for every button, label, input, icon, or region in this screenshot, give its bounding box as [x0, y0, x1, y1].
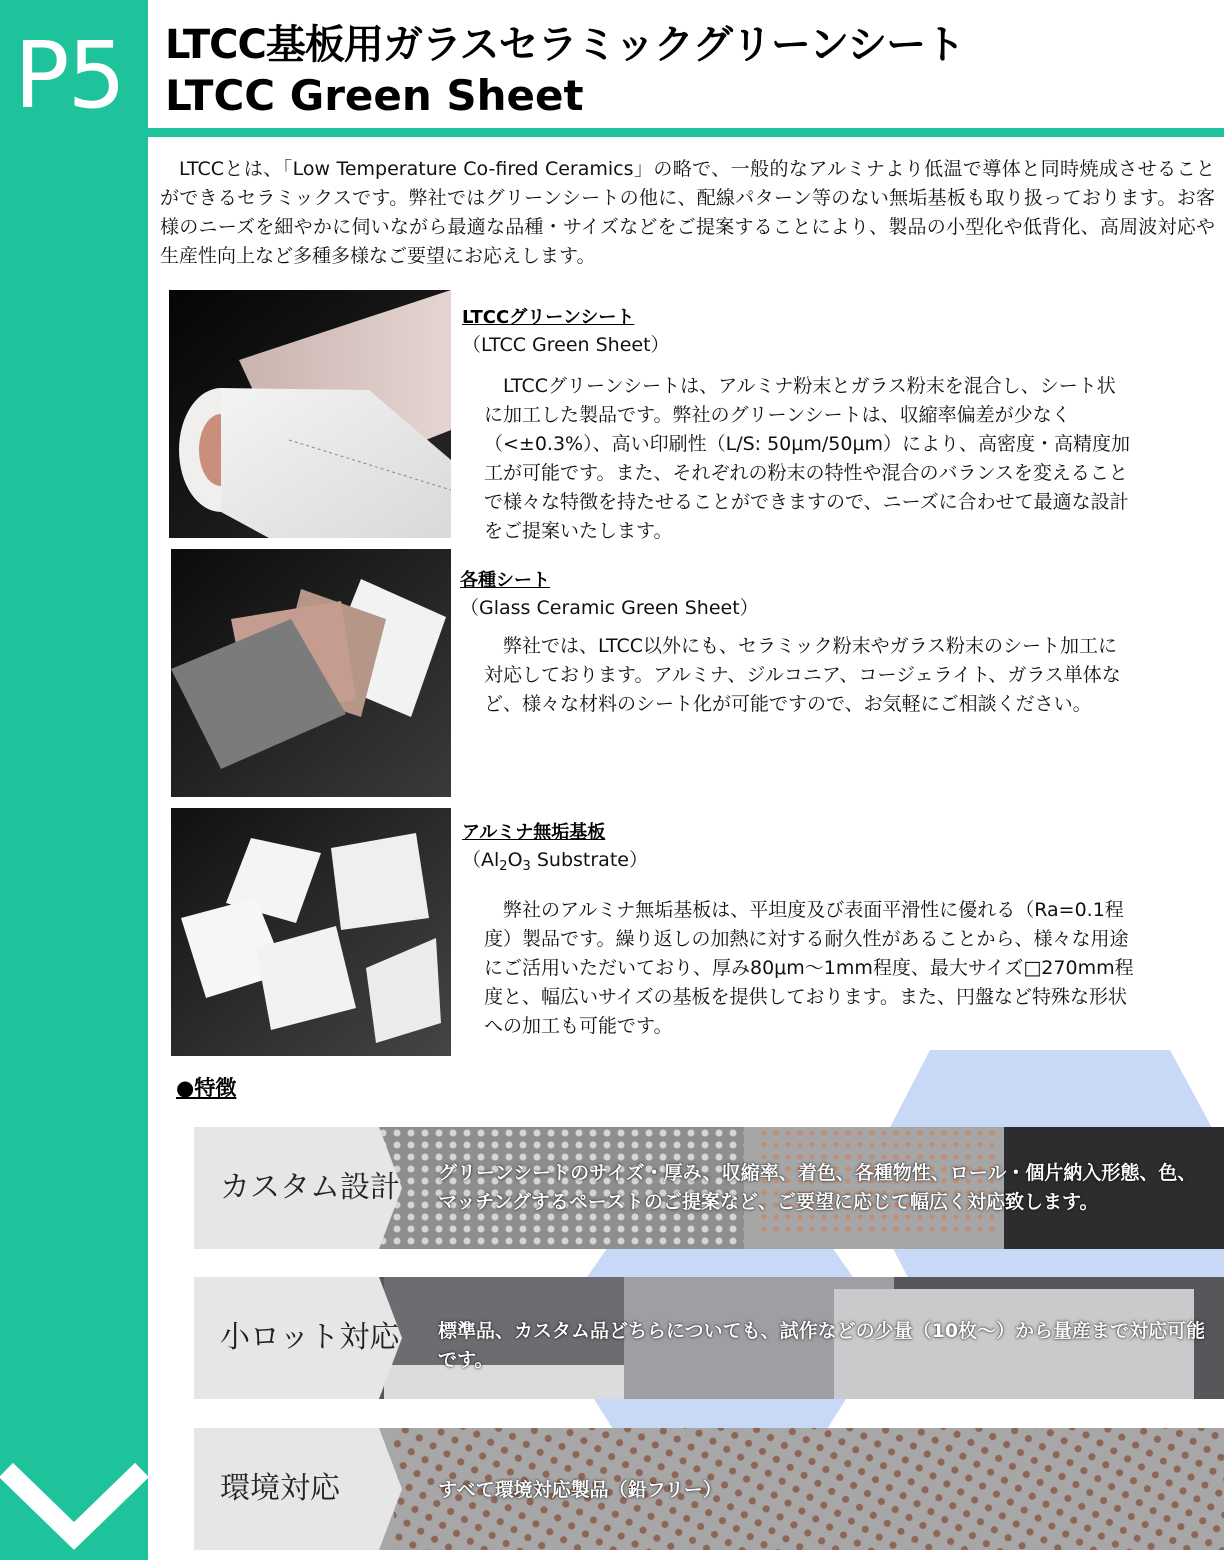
- feature-text-small-lot: 標準品、カスタム品どちらについても、試作などの少量（10枚～）から量産まで対応可能です。: [438, 1320, 1206, 1371]
- product-title-ltcc: LTCCグリーンシート: [462, 307, 635, 328]
- page-number: P5: [14, 22, 125, 129]
- feature-row-custom: [194, 1127, 1224, 1249]
- feature-label-custom: カスタム設計: [220, 1170, 400, 1205]
- subscript-3: 3: [522, 859, 531, 874]
- feature-label-small-lot: 小ロット対応: [220, 1320, 400, 1355]
- intro-paragraph: LTCCとは、「Low Temperature Co-fired Ceramics」の略で、一般的なアルミナより低温で導体と同時焼成させることができるセラミックスです。弊社ではグリーンシートの他に、配線パターン等のない無垢基板も取り扱っております。お客様のニーズを細やかに伺いながら最適な品種・サイズなどをご提案することにより、製品の小型化や低背化、高周波対応や生産性向上など多種多様なご要望にお応えします。: [160, 158, 1215, 267]
- feature-text-environment: すべて環境対応製品（鉛フリー）: [438, 1479, 722, 1501]
- feature-text-custom: グリーンシートのサイズ・厚み、収縮率、着色、各種物性、ロール・個片納入形態、色、マッチングするペーストのご提案など、ご要望に応じて幅広く対応致します。: [438, 1162, 1197, 1213]
- product-subtitle-ltcc: （LTCC Green Sheet）: [462, 334, 670, 356]
- product-subtitle-sheets: （Glass Ceramic Green Sheet）: [460, 597, 759, 619]
- subtitle-part: Substrate）: [530, 849, 648, 871]
- feature-row-small-lot: [194, 1277, 1224, 1399]
- subscript-2: 2: [499, 859, 508, 874]
- feature-label-environment: 環境対応: [220, 1471, 340, 1506]
- title-japanese: LTCC基板用ガラスセラミックグリーンシート: [165, 22, 965, 68]
- product-body-ltcc: LTCCグリーンシートは、アルミナ粉末とガラス粉末を混合し、シート状に加工した製品です。弊社のグリーンシートは、収縮率偏差が少なく（<±0.3%）、高い印刷性（L/S: 50μm/50μm）により、高密度・高精度加工が可能です。また、それぞれの粉末の特性や混合のバランスを変えることで様々な特徴を持たせることができますので、ニーズに合わせて最適な設計をご提案いたします。: [484, 375, 1131, 542]
- product-title-sheets: 各種シート: [460, 570, 550, 591]
- feature-row-environment: [194, 1428, 1224, 1550]
- product-body-alumina: 弊社のアルミナ無垢基板は、平坦度及び表面平滑性に優れる（Ra=0.1程度）製品です。繰り返しの加熱に対する耐久性があることから、様々な用途にご活用いただいており、厚み80μm～1mm程度、最大サイズ□270mm程度と、幅広いサイズの基板を提供しております。また、円盤など特殊な形状への加工も可能です。: [484, 899, 1134, 1037]
- product-title-alumina: アルミナ無垢基板: [462, 822, 606, 843]
- subtitle-part: O: [507, 849, 523, 871]
- features-heading: ●特徴: [176, 1076, 237, 1100]
- title-english: LTCC Green Sheet: [165, 71, 584, 120]
- product-body-sheets: 弊社では、LTCC以外にも、セラミック粉末やガラス粉末のシート加工に対応しております。アルミナ、ジルコニア、コージェライト、ガラス単体など、様々な材料のシート化が可能ですので、お気軽にご相談ください。: [484, 635, 1121, 715]
- subtitle-part: （Al: [462, 849, 500, 871]
